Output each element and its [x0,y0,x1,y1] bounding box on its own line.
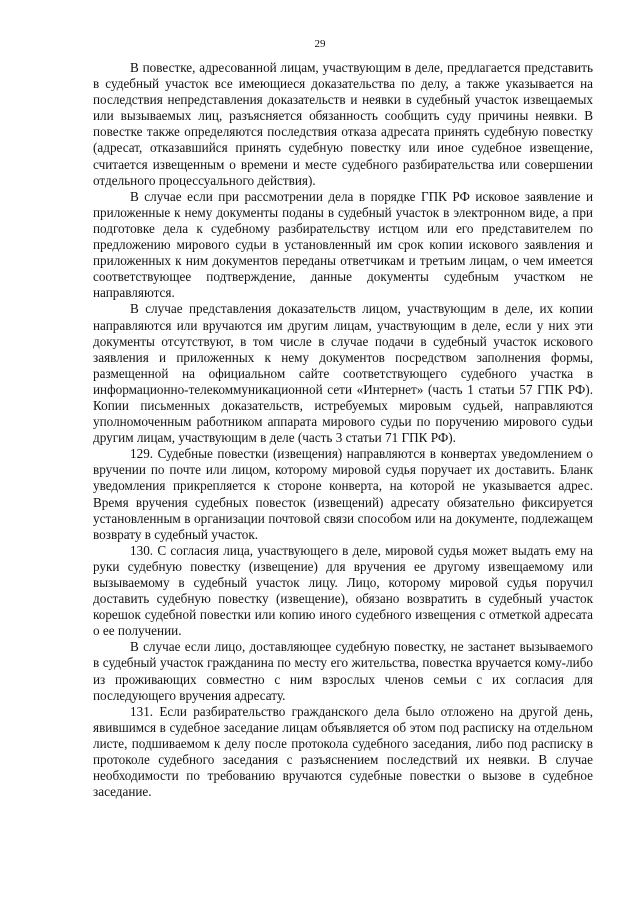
paragraph-delivery-to-family: В случае если лицо, доставляющее судебную повестку, не застанет вызываемого в судебный участок гражданина по месту его жительства, повестка вручается кому-либо из проживающих совместно с ним взрослых членов семьи с их согласия для последующего вручения адресату. [93,639,593,703]
paragraph-electronic-filing: В случае если при рассмотрении дела в порядке ГПК РФ исковое заявление и приложенные к нему документы поданы в судебный участок в электронном виде, а при подготовке дела к судебному разбирательству истцом или его представителем по предложению мирового судьи в установленный им срок копии искового заявления и приложенных к ним документов переданы ответчикам и третьим лицам, о чем имеется соответствующее подтверждение, данные документы судебным участком не направляются. [93,188,593,301]
page-number: 29 [314,38,326,50]
document-body [93,60,593,800]
paragraph-item-131: 131. Если разбирательство гражданского дела было отложено на другой день, явившимся в судебное заседание лицам объявляется об этом под расписку на отдельном листе, подшиваемом к делу после протокола судебного заседания, либо под расписку в протоколе судебного заседания с разъяснением последствий их неявки. В случае необходимости по требованию вручаются судебные повестки о вызове в судебное заседание. [93,703,593,800]
paragraph-summons-contents: В повестке, адресованной лицам, участвующим в деле, предлагается представить в судебный участок все имеющиеся доказательства по делу, а также указывается на последствия непредставления доказательств и неявки в судебный участок извещаемых или вызываемых лиц, разъясняется обязанность сообщить суду причины неявки. В повестке также определяются последствия отказа адресата принять судебную повестку (адресат, отказавшийся принять судебную повестку или иное судебное извещение, считается извещенным о времени и месте судебного разбирательства или совершении отдельного процессуального действия). [93,60,593,188]
paragraph-evidence-copies: В случае представления доказательств лицом, участвующим в деле, их копии направляются или вручаются им другим лицам, участвующим в деле, если у них эти документы отсутствуют, в том числе в случае подачи в судебный участок искового заявления и приложенных к нему документов посредством заполнения формы, размещенной на официальном сайте соответствующего судебного участка в информационно-телекоммуникационной сети «Интернет» (часть 1 статьи 57 ГПК РФ). Копии письменных доказательств, истребуемых мировым судьей, направляются уполномоченным работником аппарата мирового судьи по поручению мирового судьи другим лицам, участвующим в деле (часть 3 статьи 71 ГПК РФ). [93,301,593,446]
paragraph-item-130: 130. С согласия лица, участвующего в деле, мировой судья может выдать ему на руки судебную повестку (извещение) для вручения ее другому извещаемому или вызываемому в судебный участок лицу. Лицо, которому мировой судья поручил доставить судебную повестку (извещение), обязано возвратить в судебный участок корешок судебной повестки или копию иного судебного извещения с отметкой адресата о ее получении. [93,542,593,639]
paragraph-item-129: 129. Судебные повестки (извещения) направляются в конвертах уведомлением о вручении по почте или лицом, которому мировой судья поручает их доставить. Бланк уведомления прикрепляется к стороне конверта, на которой не указывается адрес. Время вручения судебных повесток (извещений) адресату обязательно фиксируется установленным в организации почтовой связи способом или на документе, подлежащем возврату в судебный участок. [93,446,593,542]
